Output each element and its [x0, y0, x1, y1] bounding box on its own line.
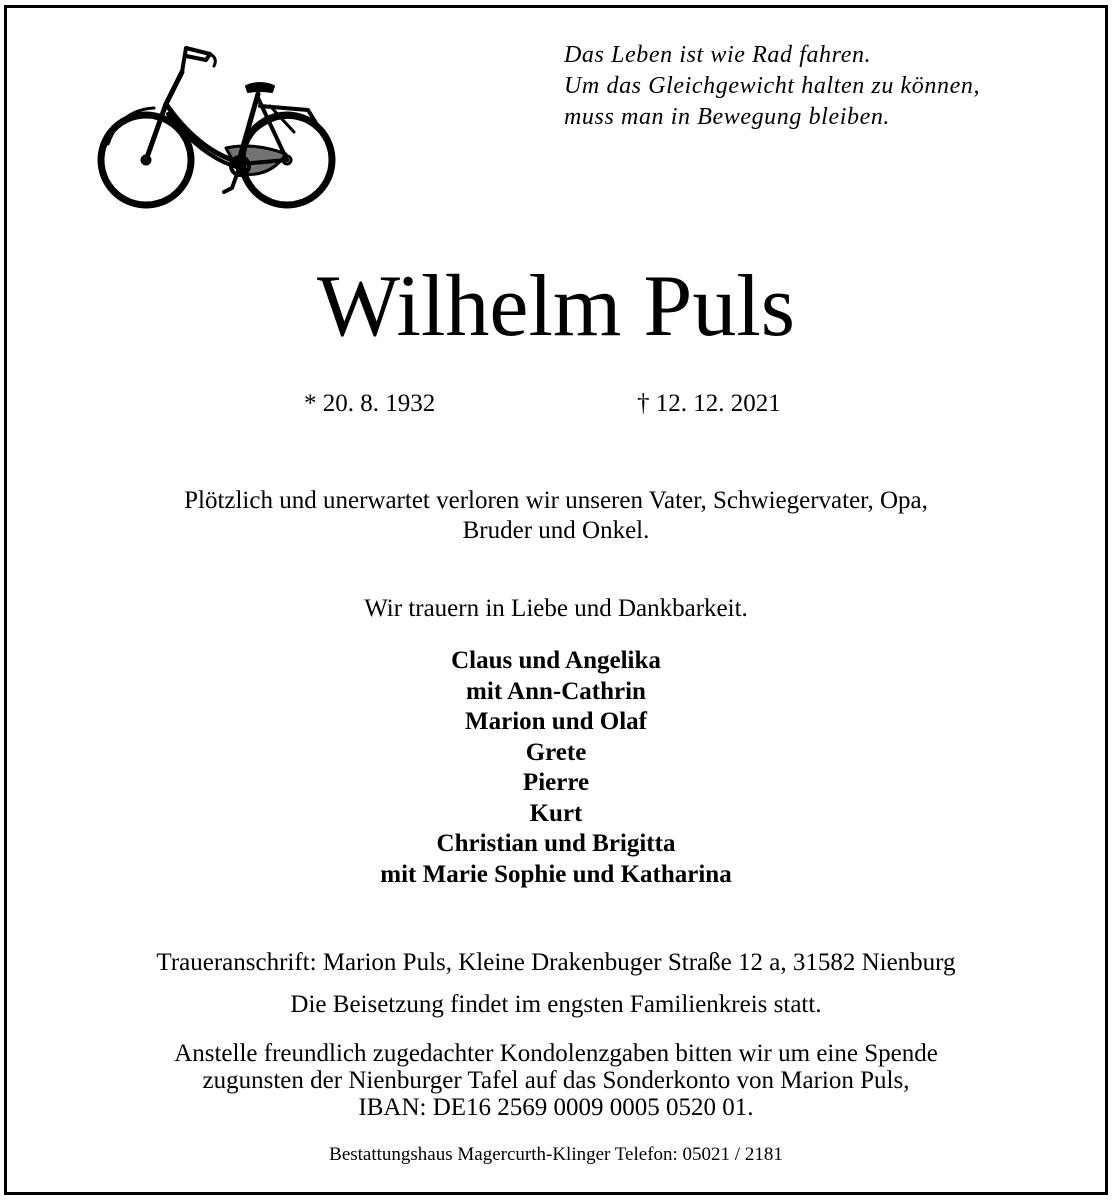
lead-text — [0, 486, 1112, 546]
family-member: Marion und Olaf — [465, 708, 647, 735]
birth-date: * 20. 8. 1932 — [304, 390, 436, 417]
quote — [564, 40, 1064, 133]
family-list — [0, 646, 1112, 890]
family-member: Grete — [525, 738, 587, 766]
mourning-address: Traueranschrift: Marion Puls, Kleine Drakenbuger Straße 12 a, 31582 Nienburg — [156, 949, 956, 976]
burial-note: Die Beisetzung findet im engsten Familienkreis statt. — [290, 991, 822, 1018]
family-member: Claus und Angelika — [451, 647, 661, 674]
death-date: † 12. 12. 2021 — [637, 390, 781, 417]
family-member: mit Marie Sophie und Katharina — [380, 860, 732, 888]
family-member: mit Ann-Cathrin — [466, 677, 646, 705]
family-member: Pierre — [522, 769, 590, 796]
donation-line: IBAN: DE16 2569 0009 0005 0520 01. — [358, 1094, 754, 1121]
lead-line: Bruder und Onkel. — [462, 517, 650, 544]
mourning-line: Wir trauern in Liebe und Dankbarkeit. — [364, 595, 748, 622]
donation-note — [0, 1040, 1112, 1121]
funeral-home-footer: Bestattungshaus Magercurth-Klinger Telefon: 05021 / 2181 — [329, 1144, 783, 1165]
quote-line: muss man in Bewegung bleiben. — [564, 104, 891, 130]
donation-line: Anstelle freundlich zugedachter Kondolenzgaben bitten wir um eine Spende — [174, 1040, 938, 1067]
quote-line: Das Leben ist wie Rad fahren. — [564, 42, 872, 68]
lead-line: Plötzlich und unerwartet verloren wir unseren Vater, Schwiegervater, Opa, — [184, 487, 928, 514]
quote-line: Um das Gleichgewicht halten zu können, — [564, 73, 981, 99]
donation-line: zugunsten der Nienburger Tafel auf das Sonderkonto von Marion Puls, — [202, 1067, 910, 1094]
family-member: Christian und Brigitta — [436, 830, 676, 857]
family-member: Kurt — [529, 799, 583, 827]
deceased-name: Wilhelm Puls — [316, 258, 796, 355]
bicycle-icon — [94, 36, 344, 216]
